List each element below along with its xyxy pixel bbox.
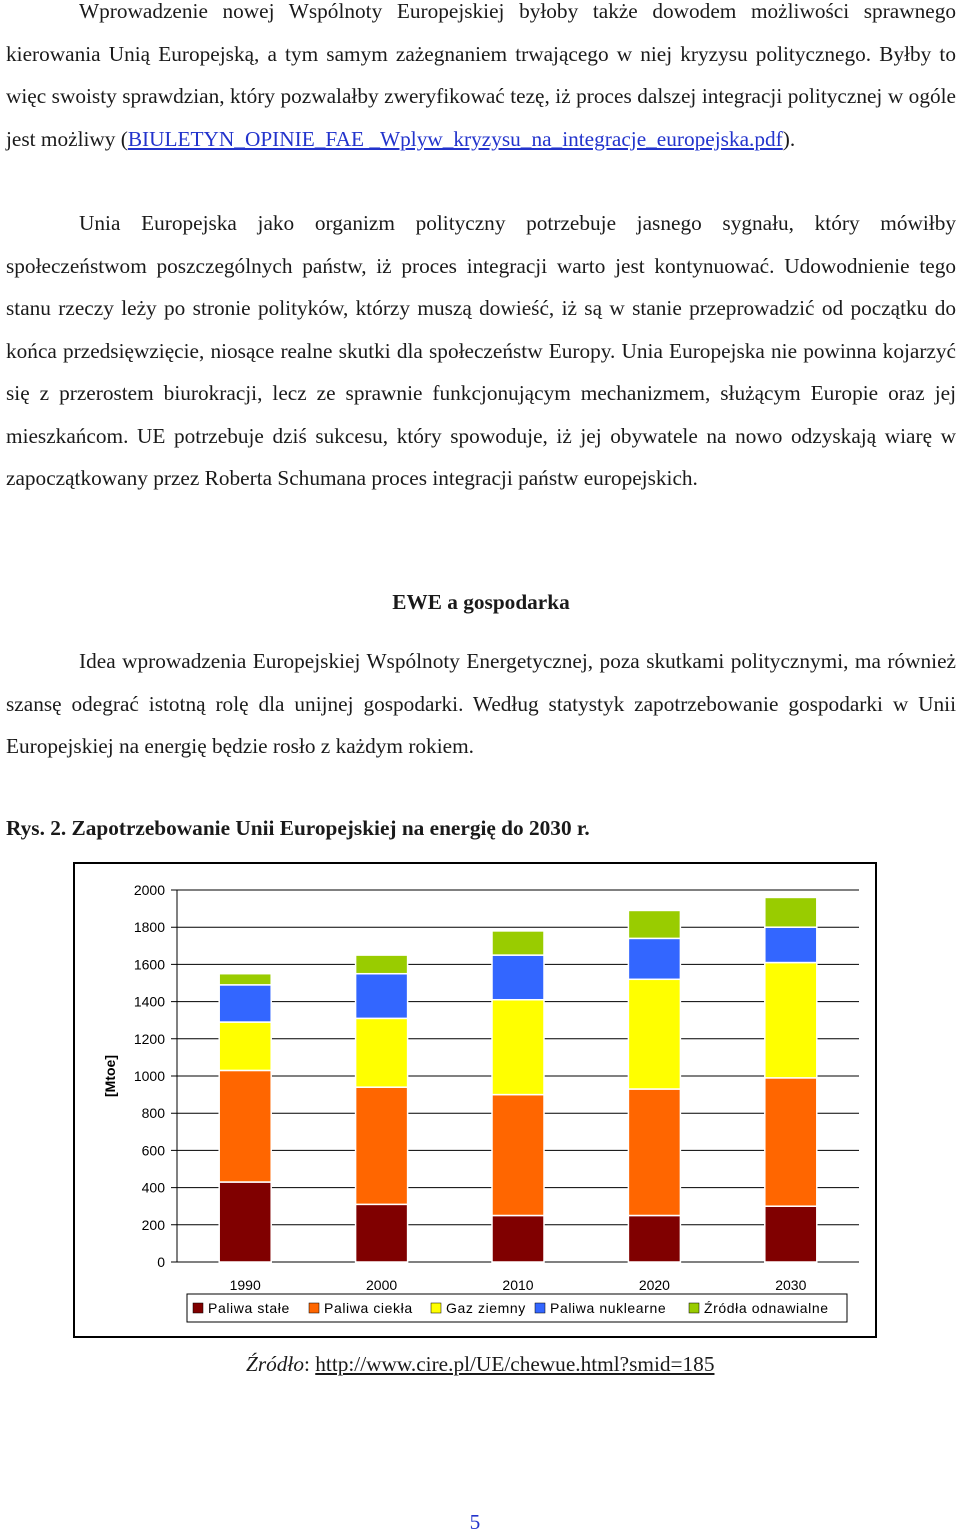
bar-segment (765, 927, 817, 962)
bar-segment (492, 1095, 544, 1216)
x-tick-label: 2020 (638, 1277, 670, 1293)
x-tick-label: 2030 (775, 1277, 807, 1293)
legend-label: Paliwa stałe (208, 1300, 290, 1316)
source-line (246, 1352, 714, 1377)
bar-segment (628, 1216, 680, 1263)
paragraph-intro-tail: ). (782, 126, 796, 151)
y-tick-label: 400 (141, 1179, 165, 1196)
paragraph-economy: Idea wprowadzenia Europejskiej Wspólnoty Energetycznej, poza skutkami politycznymi, ma również szansę odegrać istotną rolę dla unijnej gospodarki. Według statystyk zapotrzebowanie gospodarki w Unii Europejskiej na energię będzie rosło z każdym rokiem. (6, 649, 956, 758)
y-tick-label: 0 (157, 1254, 165, 1270)
y-tick-label: 2000 (133, 882, 165, 898)
x-tick-label: 2010 (502, 1277, 534, 1293)
y-tick-label: 200 (141, 1216, 165, 1233)
bar-segment (492, 931, 544, 955)
figure-caption: Rys. 2. Zapotrzebowanie Unii Europejskiej na energię do 2030 r. (6, 816, 590, 840)
source-label: Źródło (246, 1352, 304, 1376)
legend-swatch (193, 1303, 203, 1313)
y-tick-label: 800 (141, 1105, 165, 1122)
paragraph-intro-text: Wprowadzenie nowej Wspólnoty Europejskiej byłoby także dowodem możliwości sprawnego kierowania Unią Europejską, a tym samym zażegnaniem trwającego w niej kryzysu politycznego. Byłby to więc swoisty sprawdzian, który pozwalałby zweryfikować tezę, iż proces dalszej integracji politycznej w ogóle jest możliwy ( (6, 0, 956, 151)
bar-segment (219, 1070, 271, 1182)
legend-label: Paliwa nuklearne (550, 1300, 667, 1316)
bar-segment (219, 974, 271, 985)
paragraph-intro (6, 0, 956, 160)
bar-segment (219, 1022, 271, 1070)
chart-canvas (75, 864, 875, 1336)
bar-segment (356, 1204, 408, 1262)
bar-segment (765, 1206, 817, 1262)
source-separator: : (304, 1352, 316, 1376)
section-heading: EWE a gospodarka (392, 590, 570, 614)
bar-segment (356, 1087, 408, 1204)
y-tick-label: 1600 (133, 956, 165, 973)
legend-swatch (309, 1303, 319, 1313)
y-axis-label: [Mtoe] (102, 1055, 118, 1097)
x-tick-label: 2000 (366, 1277, 398, 1293)
bar-segment (492, 1216, 544, 1263)
paragraph-eu-signal: Unia Europejska jako organizm polityczny potrzebuje jasnego sygnału, który mówiłby społeczeństwom poszczególnych państw, iż proces integracji warto jest kontynuować. Udowodnienie tego stanu rzeczy leży po stronie polityków, którzy muszą dowieść, iż są w stanie przeprowadzić od początku do końca przedsięwzięcie, niosące realne skutki dla społeczeństw Europy. Unia Europejska nie powinna kojarzyć się z przerostem biurokracji, lecz ze sprawnie funkcjonującym mechanizmem, służącym Europie oraz jej mieszkańcom. UE potrzebuje dziś sukcesu, który spowoduje, iż jej obywatele na nowo odzyskają wiarę w zapoczątkowany przez Roberta Schumana proces integracji państw europejskich. (6, 211, 956, 490)
legend-swatch (431, 1303, 441, 1313)
legend-label: Źródła odnawialne (704, 1300, 829, 1316)
page-number: 5 (469, 1510, 481, 1534)
chart-y-ticks (134, 882, 165, 1270)
source-link[interactable]: http://www.cire.pl/UE/chewue.html?smid=185 (315, 1352, 715, 1376)
energy-demand-chart (73, 862, 877, 1338)
bar-segment (492, 1000, 544, 1095)
chart-x-ticks (230, 1277, 807, 1293)
bulletin-file-link[interactable]: BIULETYN_OPINIE_FAE _Wplyw_kryzysu_na_integracje_europejska.pdf (127, 126, 783, 151)
legend-label: Paliwa ciekła (324, 1300, 413, 1316)
chart-legend (187, 1294, 847, 1322)
legend-swatch (689, 1303, 699, 1313)
legend-swatch (535, 1303, 545, 1313)
bar-segment (628, 910, 680, 938)
bar-segment (628, 938, 680, 979)
legend-label: Gaz ziemny (446, 1300, 526, 1316)
bar-segment (356, 955, 408, 974)
bar-segment (765, 963, 817, 1078)
bar-segment (765, 897, 817, 927)
bar-segment (356, 1018, 408, 1087)
y-tick-label: 1200 (133, 1030, 165, 1047)
chart-bars (219, 897, 817, 1262)
bar-segment (765, 1078, 817, 1206)
bar-segment (219, 1182, 271, 1262)
x-tick-label: 1990 (229, 1277, 261, 1293)
bar-segment (492, 955, 544, 1000)
bar-segment (628, 979, 680, 1089)
y-tick-label: 1400 (133, 993, 165, 1010)
y-tick-label: 1000 (133, 1068, 165, 1084)
bar-segment (356, 974, 408, 1019)
bar-segment (219, 985, 271, 1022)
bar-segment (628, 1089, 680, 1215)
y-tick-label: 600 (141, 1142, 165, 1159)
y-tick-label: 1800 (133, 919, 165, 936)
